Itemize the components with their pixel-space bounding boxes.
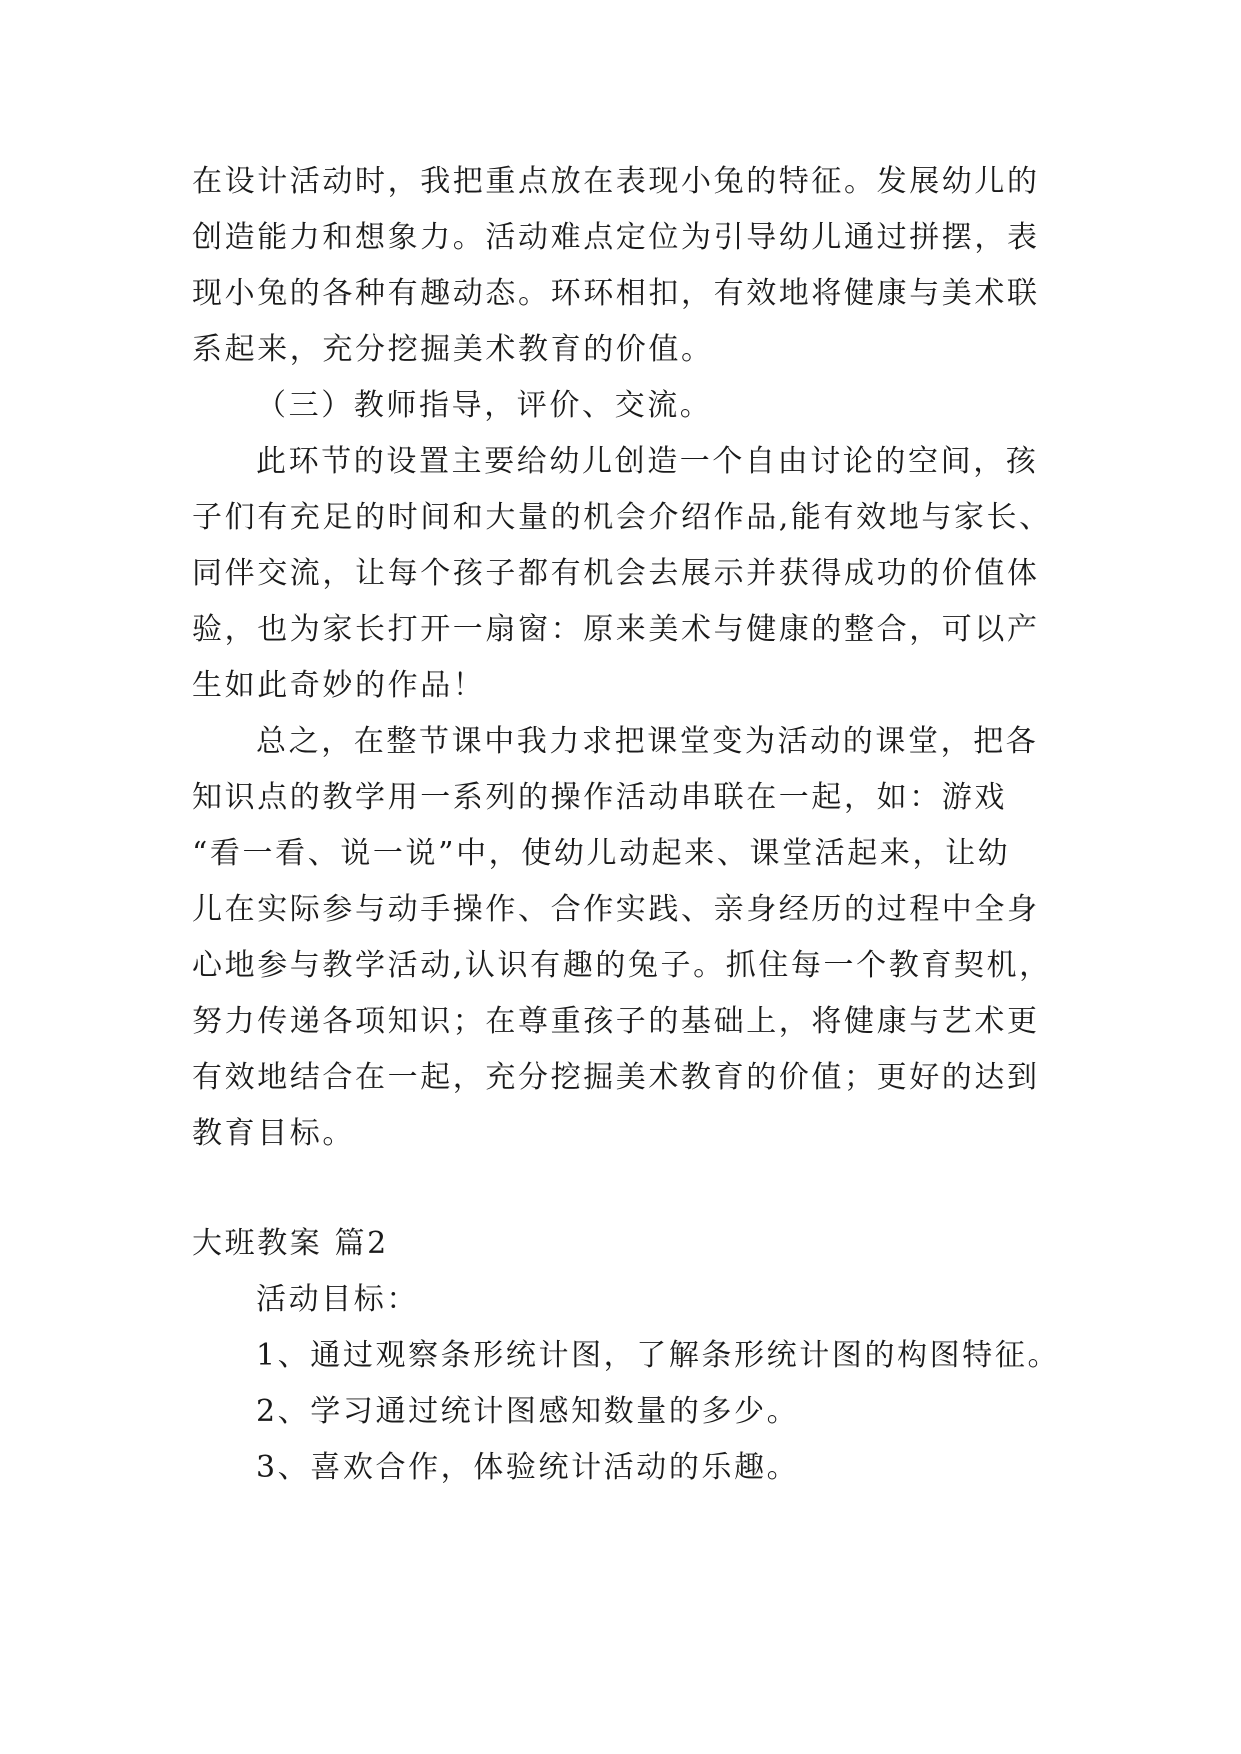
paragraph-line: 儿在实际参与动手操作、合作实践、亲身经历的过程中全身 — [192, 892, 1040, 927]
paragraph-line: 验，也为家长打开一扇窗：原来美术与健康的整合，可以产 — [192, 612, 1040, 647]
section-heading: （三）教师指导，评价、交流。 — [256, 388, 713, 423]
list-item: 3、喜欢合作，体验统计活动的乐趣。 — [256, 1450, 800, 1485]
paragraph-line: 在设计活动时，我把重点放在表现小兔的特征。发展幼儿的 — [192, 164, 1040, 199]
paragraph-line: 现小兔的各种有趣动态。环环相扣，有效地将健康与美术联 — [192, 276, 1040, 311]
paragraph-line: 子们有充足的时间和大量的机会介绍作品,能有效地与家长、 — [192, 500, 1052, 535]
paragraph-line: 心地参与教学活动,认识有趣的兔子。抓住每一个教育契机， — [192, 948, 1052, 983]
paragraph-line: 知识点的教学用一系列的操作活动串联在一起，如：游戏 — [192, 780, 1007, 815]
section-title: 大班教案 篇2 — [192, 1226, 389, 1261]
paragraph-line: “看一看、说一说”中，使幼儿动起来、课堂活起来，让幼 — [192, 836, 1011, 871]
paragraph-line: 同伴交流，让每个孩子都有机会去展示并获得成功的价值体 — [192, 556, 1040, 591]
list-item: 1、通过观察条形统计图，了解条形统计图的构图特征。 — [256, 1338, 1061, 1373]
paragraph-line: 努力传递各项知识；在尊重孩子的基础上，将健康与艺术更 — [192, 1004, 1040, 1039]
paragraph-line: 总之，在整节课中我力求把课堂变为活动的课堂，把各 — [256, 724, 1039, 759]
paragraph-line: 创造能力和想象力。活动难点定位为引导幼儿通过拼摆，表 — [192, 220, 1040, 255]
paragraph-line: 教育目标。 — [192, 1116, 355, 1151]
paragraph-line: 生如此奇妙的作品！ — [192, 668, 486, 703]
paragraph-line: 有效地结合在一起，充分挖掘美术教育的价值；更好的达到 — [192, 1060, 1040, 1095]
list-item: 2、学习通过统计图感知数量的多少。 — [256, 1394, 800, 1429]
subheading: 活动目标： — [256, 1282, 419, 1317]
paragraph-line: 系起来，充分挖掘美术教育的价值。 — [192, 332, 714, 367]
paragraph-line: 此环节的设置主要给幼儿创造一个自由讨论的空间，孩 — [256, 444, 1039, 479]
